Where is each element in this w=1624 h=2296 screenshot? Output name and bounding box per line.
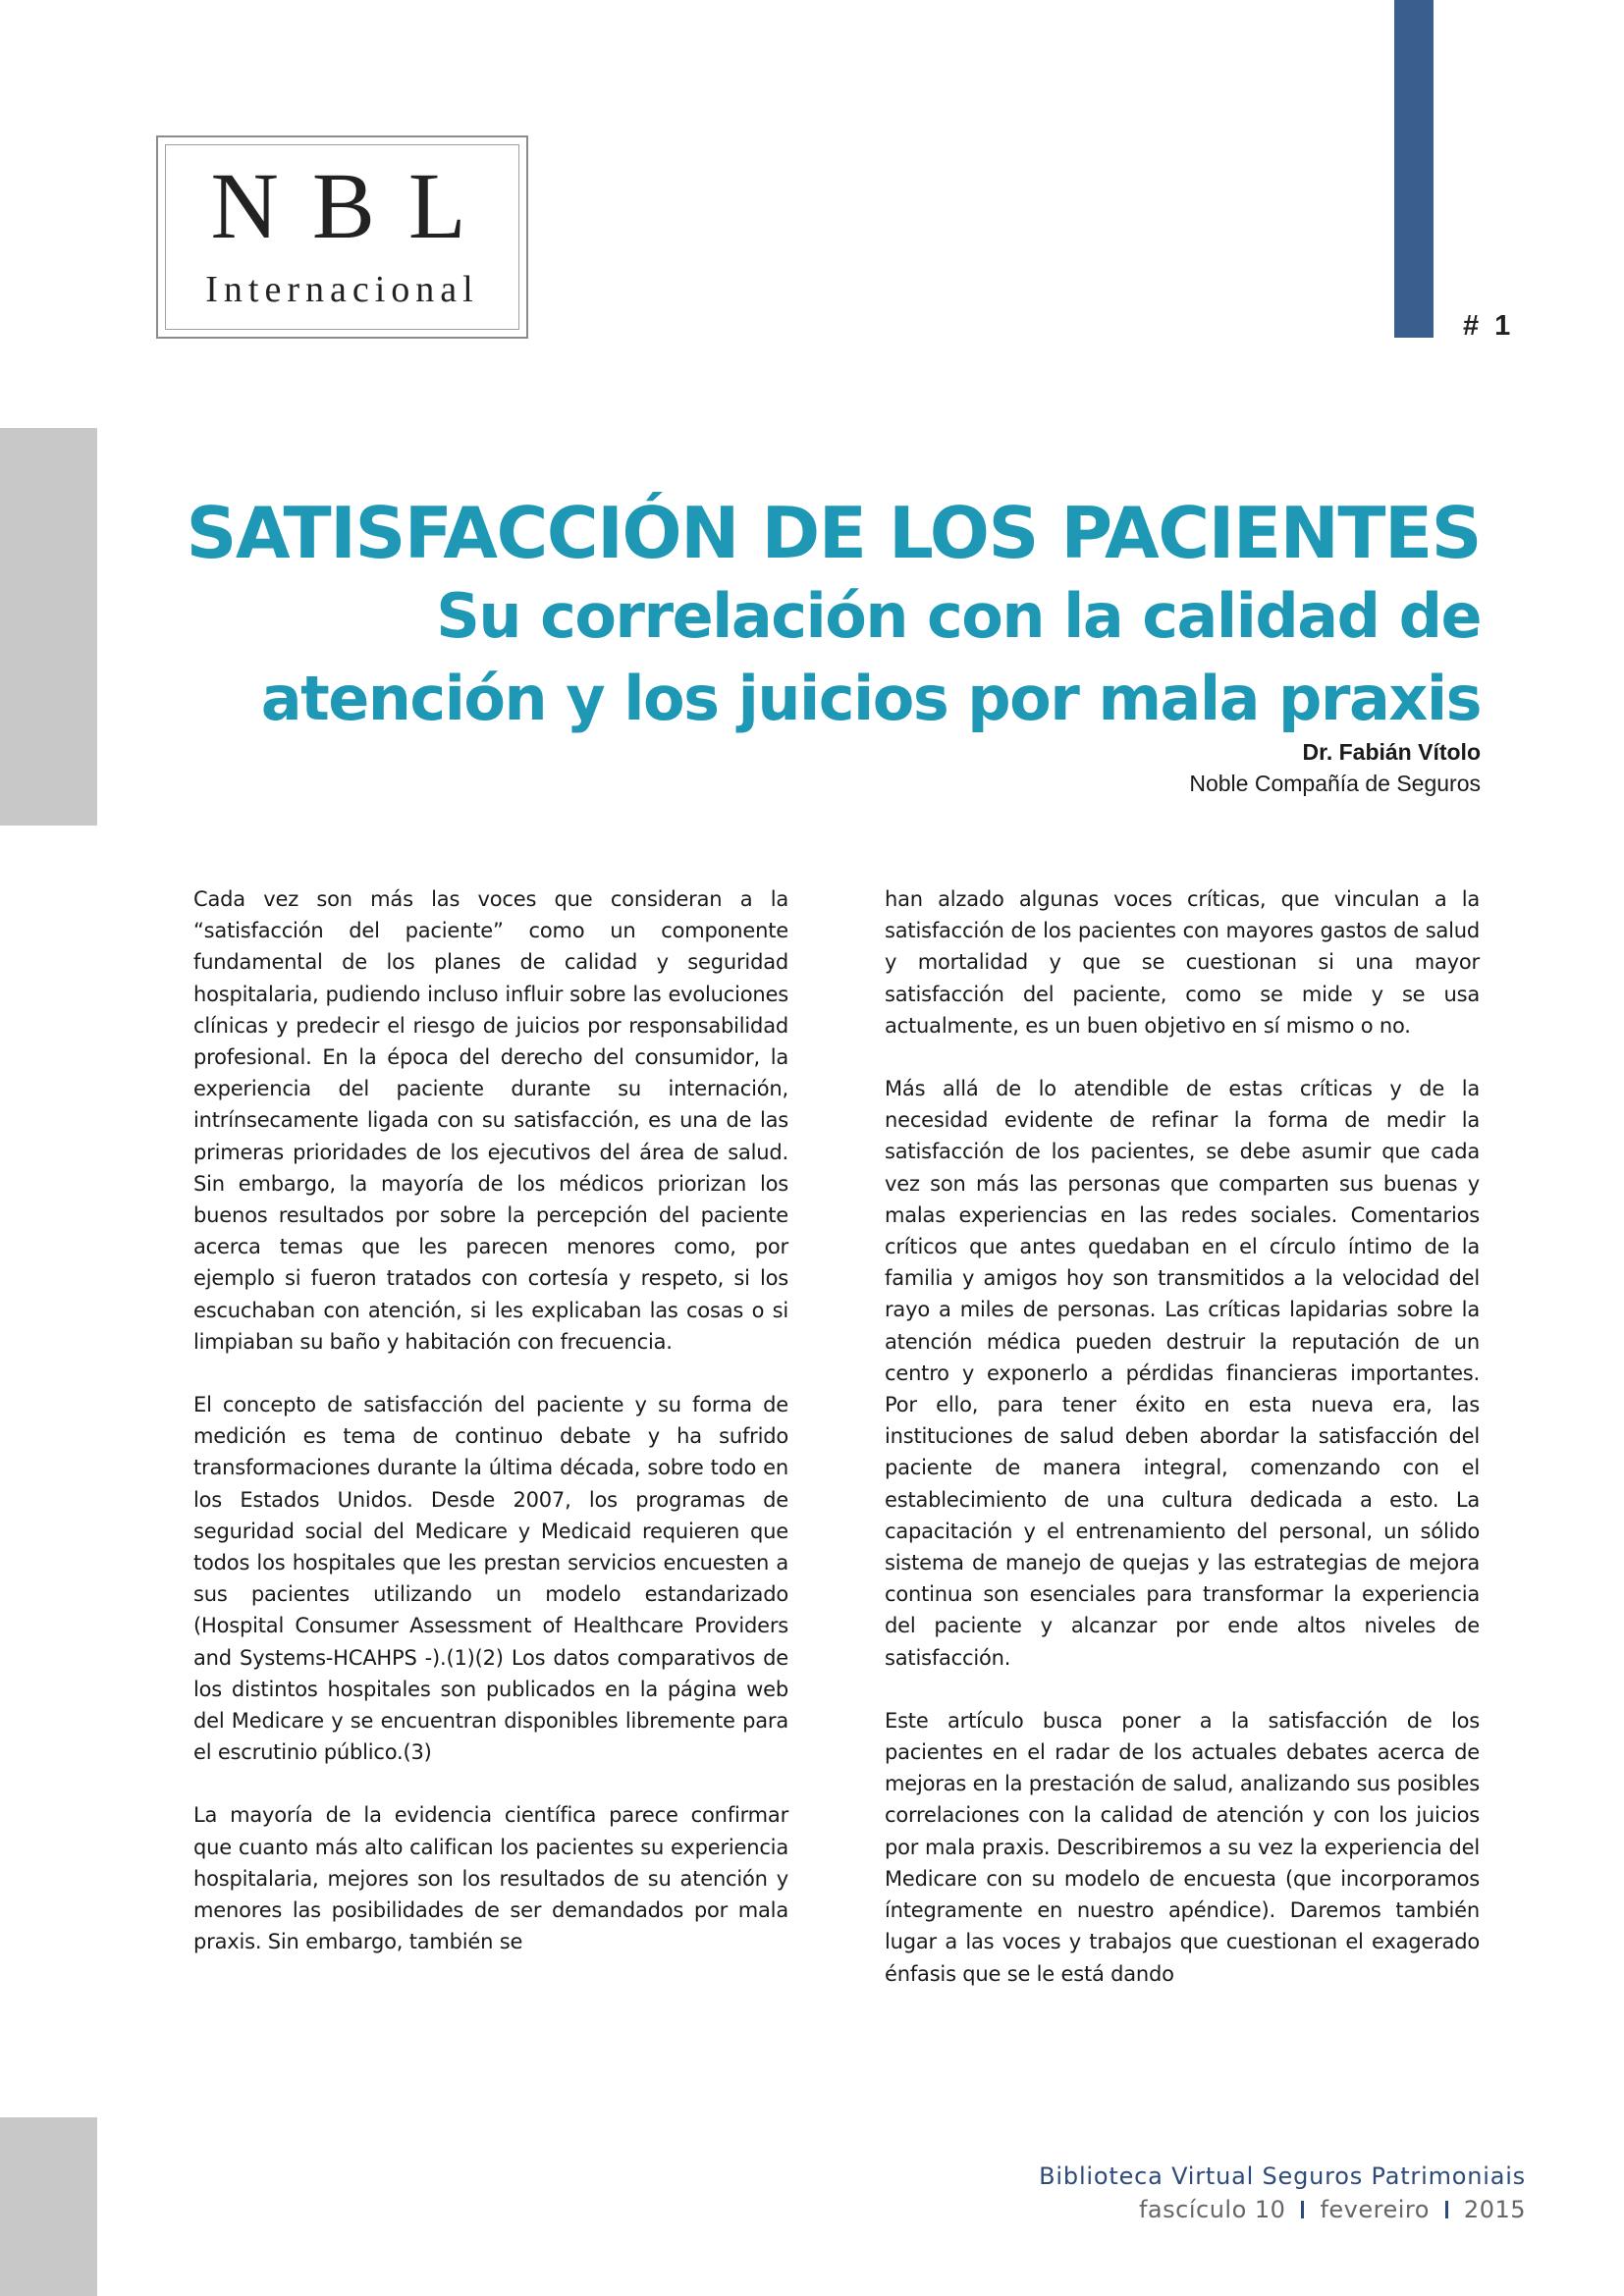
logo-sub-text: Internacional bbox=[205, 269, 479, 310]
article-subtitle-line1: Su correlación con la calidad de bbox=[436, 580, 1481, 652]
body-column-left bbox=[193, 883, 788, 1990]
author-name: Dr. Fabián Vítolo bbox=[1302, 739, 1481, 765]
footer-year: 2015 bbox=[1463, 2196, 1526, 2223]
paragraph: Más allá de lo atendible de estas críticas y de la necesidad evidente de refinar la forma de medir la satisfacción de los pacientes, se debe asumir que cada vez son más las personas que comparten sus buenas y malas experiencias en las redes sociales. Comentarios críticos que antes quedaban en el círculo íntimo de la familia y amigos hoy son transmitidos a la velocidad del rayo a miles de personas. Las críticas lapidarias sobre la atención médica pueden destruir la reputación de un centro y exponerlo a pérdidas financieras importantes. Por ello, para tener éxito en esta nueva era, las instituciones de salud deben abordar la satisfacción del paciente de manera integral, comenzando con el establecimiento de una cultura dedicada a esto. La capacitación y el entrenamiento del personal, un sólido sistema de manejo de quejas y las estrategias de mejora continua son esenciales para transformar la experiencia del paciente y alcanzar por ende altos niveles de satisfacción. bbox=[885, 1077, 1480, 1670]
logo-main-text: NBL bbox=[210, 153, 500, 258]
footer-issue-line bbox=[1039, 2193, 1526, 2226]
header-accent-bar bbox=[1394, 0, 1434, 338]
footer-month: fevereiro bbox=[1320, 2196, 1430, 2223]
paragraph: El concepto de satisfacción del paciente y su forma de medición es tema de continuo debate y ha sufrido transformaciones durante la última década, sobre todo en los Estados Unidos. Desde 2007, los programas de seguridad social del Medicare y Medicaid requieren que todos los hospitales que les prestan servicios encuesten a sus pacientes utilizando un modelo estandarizado (Hospital Consumer Assessment of Healthcare Providers and Systems-HCAHPS -).(1)(2) Los datos comparativos de los distintos hospitales son publicados en la página web del Medicare y se encuentran disponibles libremente para el escrutinio público.(3) bbox=[193, 1393, 788, 1765]
article-title-block bbox=[187, 491, 1481, 740]
side-decor-bar-bottom bbox=[0, 2117, 97, 2296]
paragraph: La mayoría de la evidencia científica parece confirmar que cuanto más alto califican los pacientes su experiencia hospitalaria, mejores son los resultados de su atención y menores las posibilidades de ser demandados por mala praxis. Sin embargo, también se bbox=[193, 1803, 788, 1954]
paragraph: Este artículo busca poner a la satisfacción de los pacientes en el radar de los actuales debates acerca de mejoras en la prestación de salud, analizando sus posibles correlaciones con la calidad de atención y con los juicios por mala praxis. Describiremos a su vez la experiencia del Medicare con su modelo de encuesta (que incorporamos íntegramente en nuestro apéndice). Daremos también lugar a las voces y trabajos que cuestionan el exagerado énfasis que se le está dando bbox=[885, 1708, 1480, 1986]
footer-publication: Biblioteca Virtual Seguros Patrimoniais bbox=[1039, 2163, 1526, 2190]
page-footer bbox=[1039, 2160, 1526, 2226]
body-column-right bbox=[885, 883, 1480, 2021]
paragraph: Cada vez son más las voces que consideran a la “satisfacción del paciente” como un componente fundamental de los planes de calidad y seguridad hospitalaria, pudiendo incluso influir sobre las evoluciones clínicas y predecir el riesgo de juicios por responsabilidad profesional. En la época del derecho del consumidor, la experiencia del paciente durante su internación, intrínsecamente ligada con su satisfacción, es una de las primeras prioridades de los ejecutivos del área de salud. Sin embargo, la mayoría de los médicos priorizan los buenos resultados por sobre la percepción del paciente acerca temas que les parecen menores como, por ejemplo si fueron tratados con cortesía y respeto, si los escuchaban con atención, si les explicaban las cosas o si limpiaban su baño y habitación con frecuencia. bbox=[193, 887, 788, 1354]
paragraph: han alzado algunas voces críticas, que vinculan a la satisfacción de los pacientes con mayores gastos de salud y mortalidad y que se cuestionan si una mayor satisfacción del paciente, como se mide y se usa actualmente, es un buen objetivo en sí mismo o no. bbox=[885, 887, 1480, 1038]
author-affiliation: Noble Compañía de Seguros bbox=[1189, 771, 1481, 796]
footer-issue: fascículo 10 bbox=[1138, 2196, 1286, 2223]
footer-separator bbox=[1445, 2201, 1448, 2218]
nbl-logo bbox=[156, 135, 528, 339]
side-decor-bar-top bbox=[0, 428, 97, 826]
footer-separator bbox=[1301, 2201, 1304, 2218]
article-title: SATISFACCIÓN DE LOS PACIENTES bbox=[186, 492, 1481, 574]
page-number: # 1 bbox=[1463, 310, 1515, 342]
article-subtitle-line2: atención y los juicios por mala praxis bbox=[260, 663, 1481, 734]
author-block bbox=[1189, 736, 1481, 799]
